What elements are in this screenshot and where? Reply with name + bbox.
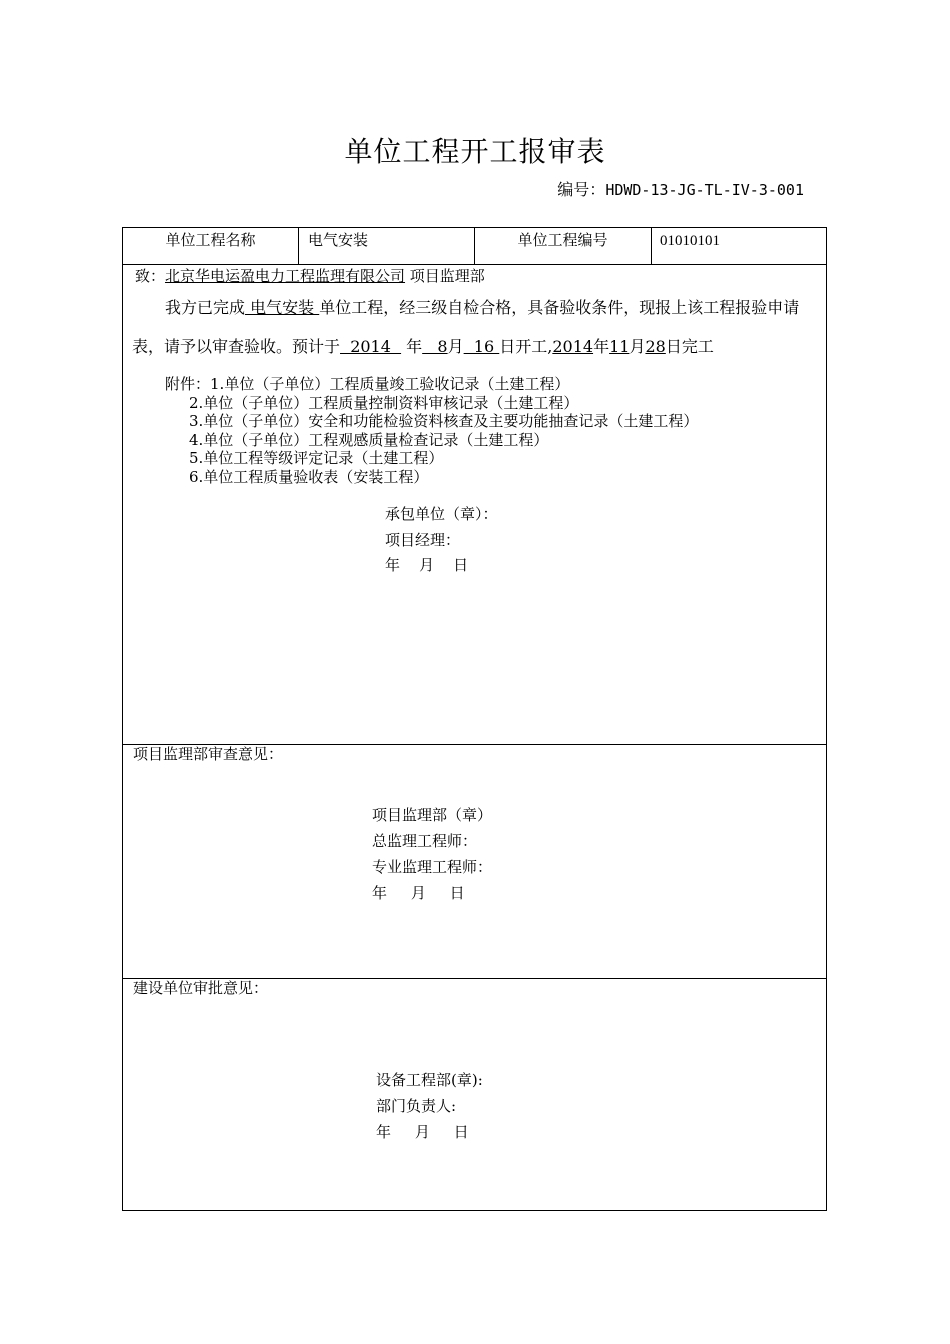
project-manager-label: 项目经理： (385, 531, 461, 549)
unit-code-value: 01010101 (660, 233, 720, 249)
supervision-opinion-label: 项目监理部审查意见： (133, 745, 284, 763)
row-divider (123, 264, 826, 265)
attachment-line-1: 附件：1.单位（子单位）工程质量竣工验收记录（土建工程） (165, 375, 570, 393)
attachments-label: 附件： (165, 375, 211, 393)
end-month: 11 (609, 337, 630, 356)
addressee-line: 致：北京华电运盈电力工程监理有限公司 项目监理部 (135, 267, 485, 285)
unit-code-label: 单位工程编号 (517, 231, 608, 249)
column-divider (651, 228, 652, 264)
attachment-line-5: 5.单位工程等级评定记录（土建工程） (189, 449, 444, 467)
document-number-value: HDWD-13-JG-TL-IV-3-001 (605, 181, 804, 199)
supervision-date: 年 月 日 (372, 884, 465, 902)
unit-name-label: 单位工程名称 (165, 231, 256, 249)
supervision-seal-label: 项目监理部（章） (372, 806, 493, 824)
unit-name-value: 电气安装 (308, 231, 369, 249)
document-number-label: 编号： (557, 180, 606, 199)
end-year: 2014 (552, 337, 594, 356)
chief-engineer-label: 总监理工程师： (372, 832, 478, 850)
start-month: 8 (422, 337, 448, 356)
supervisor-company: 北京华电运盈电力工程监理有限公司 (165, 267, 406, 285)
owner-date: 年 月 日 (376, 1123, 469, 1141)
form-table (122, 227, 827, 1211)
page-title: 单位工程开工报审表 (344, 135, 606, 168)
attachment-line-2: 2.单位（子单位）工程质量控制资料审核记录（土建工程） (189, 394, 579, 412)
application-paragraph-line2: 表，请予以审查验收。预计于 2014 年 8月 16 日开工,2014年11月28日完工 (132, 337, 714, 356)
attachment-line-6: 6.单位工程质量验收表（安装工程） (189, 468, 429, 486)
specialist-engineer-label: 专业监理工程师： (372, 858, 493, 876)
owner-approval-label: 建设单位审批意见： (133, 979, 269, 997)
start-day: 16 (463, 337, 500, 356)
document-number (557, 177, 804, 200)
owner-seal-label: 设备工程部(章): (376, 1071, 483, 1089)
attachment-line-4: 4.单位（子单位）工程观感质量检查记录（土建工程） (189, 431, 549, 449)
contractor-seal-label: 承包单位（章）： (385, 505, 498, 523)
application-paragraph-line1: 我方已完成 电气安装 单位工程，经三级自检合格，具备验收条件，现报上该工程报验申请 (165, 298, 800, 317)
department-head-label: 部门负责人: (376, 1097, 457, 1115)
end-day: 28 (645, 337, 666, 356)
project-name: 电气安装 (245, 298, 320, 317)
column-divider (298, 228, 299, 264)
contractor-date: 年 月 日 (385, 556, 469, 574)
start-year: 2014 (340, 337, 402, 356)
attachment-line-3: 3.单位（子单位）安全和功能检验资料核查及主要功能抽查记录（土建工程） (189, 412, 699, 430)
